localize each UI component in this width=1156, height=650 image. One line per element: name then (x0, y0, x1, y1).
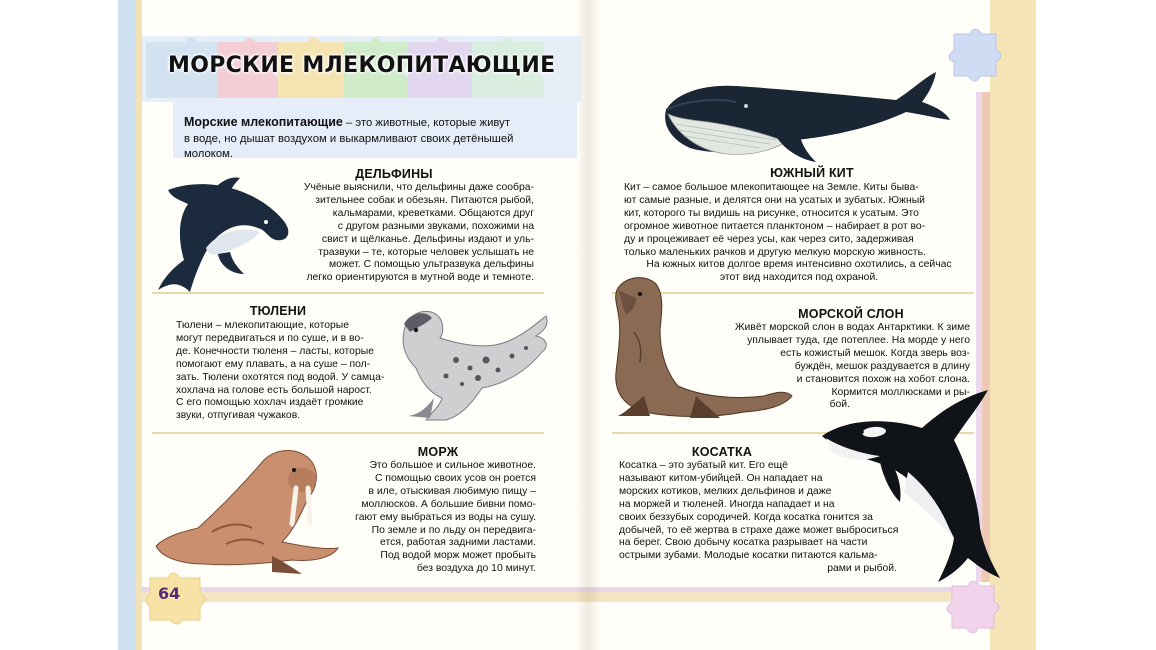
walrus-line: ется, работая задними ластами. (380, 537, 536, 549)
orca-line: острыми зубами. Молодые косатки питаются кальма- (619, 550, 878, 562)
page-number: 64 (158, 584, 181, 603)
dolphins-line: Учёные выяснили, что дельфины даже сообра- (303, 182, 534, 193)
intro-line: молоком. (184, 148, 234, 160)
dolphins-line: может. С помощью ультразвука дельфины (329, 259, 534, 271)
intro-line: в воде, но дышат воздухом и выкармливают своих детёнышей (184, 132, 514, 145)
whale-heading: ЮЖНЫЙ КИТ (770, 166, 854, 180)
page-title: МОРСКИЕ МЛЕКОПИТАЮЩИЕ (168, 53, 556, 78)
puzzle-piece-icon (944, 576, 1004, 636)
book-spread (118, 0, 1036, 650)
walrus-line: Под водой морж может пробыть (380, 550, 536, 562)
walrus-line: без воздуха до 10 минут. (416, 563, 536, 575)
left-page-edge (118, 0, 136, 650)
dolphins-paragraph (266, 182, 534, 285)
walrus-line: По земле и по льду он передвига- (371, 524, 536, 536)
puzzle-piece-icon (946, 24, 1006, 84)
walrus-line: в иле, отыскивая любимую пищу – (368, 485, 536, 497)
whale-line: этот вид находится под охраной. (719, 272, 879, 284)
walrus-line: моллюсков. А большие бивни помо- (361, 498, 536, 510)
elephant-seal-line: и становится похож на хобот слона. (796, 373, 970, 385)
elephant-seal-line: уплывает туда, где потеплее. На морде у него (747, 334, 970, 346)
orca-heading: КОСАТКА (691, 445, 753, 459)
elephant-seal-heading: МОРСКОЙ СЛОН (798, 307, 904, 321)
walrus-paragraph (314, 460, 536, 576)
orca-line: своих беззубых сородичей. Когда косатка гонится за (619, 511, 873, 523)
walrus-line: Это большое и сильное животное. (369, 460, 536, 471)
intro-paragraph (184, 115, 540, 163)
orca-paragraph (619, 460, 919, 576)
whale-line: огромное животное питается планктоном – набирает в рот во- (624, 220, 926, 232)
elephant-seal-line: Живёт морской слон в водах Антарктики. К зиме (734, 322, 970, 333)
seals-line: де. Конечности тюленя – ласты, которые (176, 345, 374, 357)
dolphins-line: легко ориентируются в мутной воде и темноте. (306, 272, 534, 284)
elephant-seal-line: бой. (829, 399, 850, 411)
dolphins-line: зительнее собак и обезьян. Питаются рыбой, (315, 194, 534, 206)
dolphins-heading: ДЕЛЬФИНЫ (355, 167, 433, 181)
seal-illustration (386, 302, 554, 424)
orca-line: морских котиков, мелких дельфинов и даже (619, 485, 832, 497)
walrus-heading: МОРЖ (417, 445, 459, 459)
orca-line: называют китом-убийцей. Он нападает на (619, 472, 823, 484)
walrus-line: гают ему выбраться из воды на сушу. (355, 511, 536, 523)
seals-line: помогают ему плавать, а на суше – пол- (176, 358, 371, 370)
section-separator (152, 292, 544, 294)
whale-illustration (656, 70, 952, 166)
walrus-line: С помощью своих усов он роется (374, 472, 536, 484)
seals-line: С его помощью хохлач издаёт громкие (176, 397, 364, 409)
whale-paragraph (624, 182, 974, 285)
dolphins-line: с другом разными звуками, похожими на (337, 220, 534, 232)
seals-line: звуки, отпугивая чужаков. (176, 410, 301, 422)
elephant-seal-line: есть кожистый мешок. Когда зверь воз- (780, 347, 970, 359)
seals-line: хохлача на голове есть большой нарост. (176, 384, 372, 396)
seals-paragraph (176, 320, 396, 423)
elephant-seal-line: буждён, мешок раздувается в длину (794, 360, 970, 372)
orca-line: на моржей и тюленей. Иногда нападает и на (619, 498, 835, 510)
bottom-decor-stripe (142, 592, 976, 602)
orca-line: Косатка – это зубатый кит. Его ещё (619, 460, 788, 471)
whale-line: ду и процеживает её через усы, как через сито, задерживая (624, 233, 914, 245)
seals-line: могут передвигаться и по суше, и в во- (176, 332, 364, 344)
whale-line: только маленьких рачков и другую мелкую морскую живность. (624, 246, 926, 258)
seals-line: Тюлени – млекопитающие, которые (176, 320, 350, 331)
whale-line: Кит – самое большое млекопитающее на Земле. Киты быва- (624, 182, 919, 193)
whale-line: кит, которого ты видишь на рисунке, относится к усатым. Это (624, 207, 919, 219)
elephant-seal-line: Кормится моллюсками и ры- (831, 386, 970, 398)
intro-line: – это животные, которые живут (342, 117, 510, 129)
orca-line: рами и рыбой. (827, 563, 897, 575)
seals-line: зать. Тюлени охотятся под водой. У самца- (176, 371, 385, 383)
dolphins-line: свист и щёлканье. Дельфины издают и уль- (321, 233, 534, 245)
seals-heading: ТЮЛЕНИ (249, 304, 307, 318)
intro-lead: Морские млекопитающие (184, 115, 343, 129)
orca-line: на берег. Свою добычу косатка разрывает на части (619, 537, 868, 549)
section-separator (152, 432, 544, 434)
orca-line: добычей, то её жертва в страхе даже может выброситься (619, 524, 899, 536)
whale-line: ют самые разные, и делятся они на усатых и зубатых. Южный (624, 194, 925, 206)
dolphins-line: тразвуки – те, которые человек услышать не (318, 246, 534, 258)
whale-line: На южных китов долгое время интенсивно охотились, а сейчас (646, 259, 952, 271)
dolphins-line: кальмарами, креветками. Общаются друг (332, 207, 534, 219)
